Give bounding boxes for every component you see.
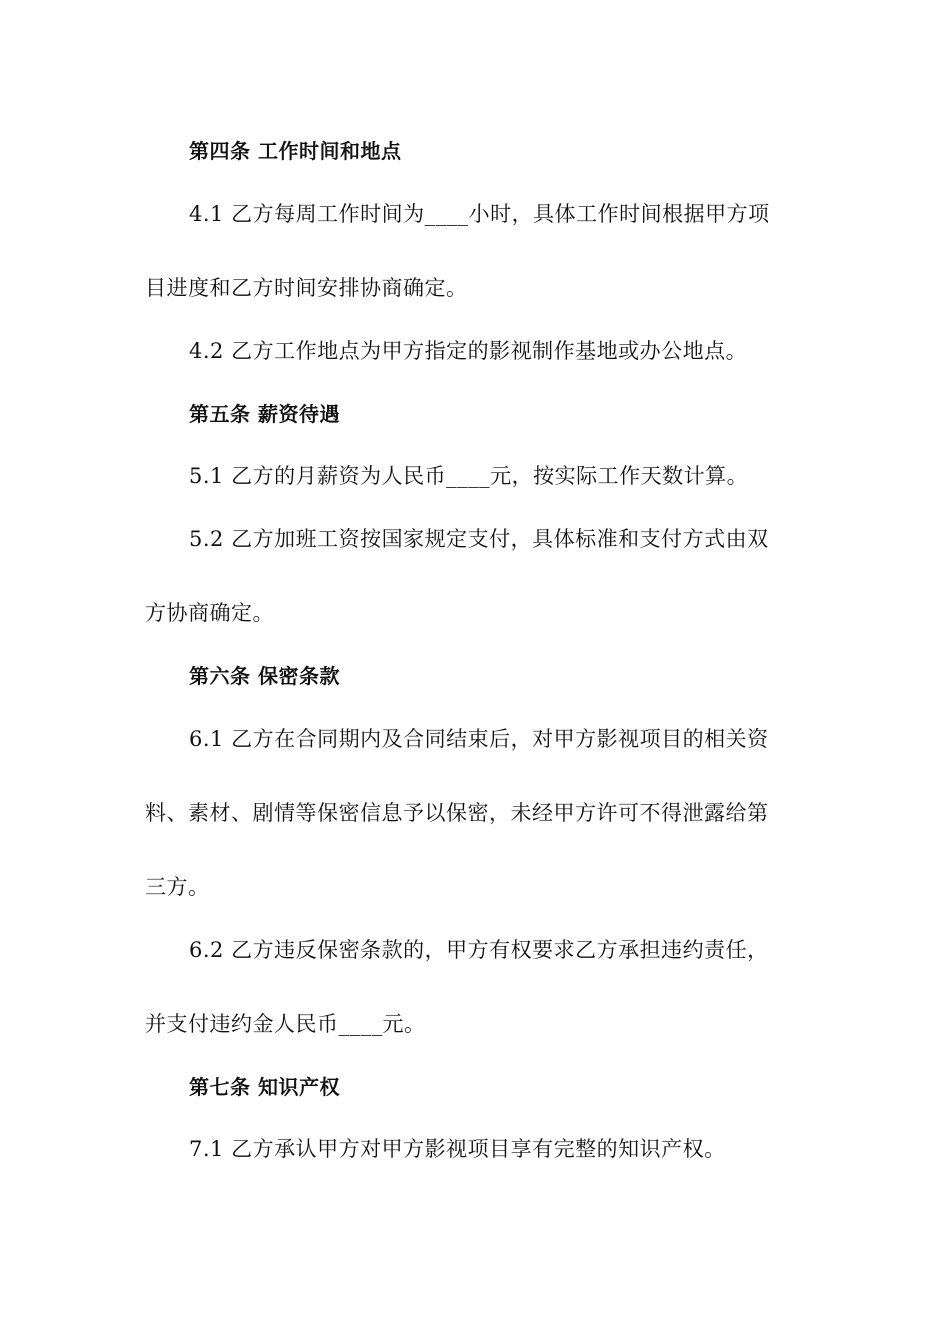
clause-6-1-continuation-1: 料、素材、剧情等保密信息予以保密，未经甲方许可不得泄露给第 xyxy=(145,801,769,825)
clause-4-1: 4.1 乙方每周工作时间为____小时，具体工作时间根据甲方项 xyxy=(189,202,770,226)
article-6-heading: 第六条 保密条款 xyxy=(189,664,340,688)
clause-6-2: 6.2 乙方违反保密条款的，甲方有权要求乙方承担违约责任， xyxy=(189,938,769,962)
clause-5-1: 5.1 乙方的月薪资为人民币____元，按实际工作天数计算。 xyxy=(189,464,749,488)
clause-6-1: 6.1 乙方在合同期内及合同结束后，对甲方影视项目的相关资 xyxy=(189,727,769,751)
clause-5-2: 5.2 乙方加班工资按国家规定支付，具体标准和支付方式由双 xyxy=(189,527,769,551)
clause-6-1-continuation-2: 三方。 xyxy=(145,875,210,899)
article-4-heading: 第四条 工作时间和地点 xyxy=(189,139,402,163)
clause-4-2: 4.2 乙方工作地点为甲方指定的影视制作基地或办公地点。 xyxy=(189,339,748,363)
clause-5-2-continuation: 方协商确定。 xyxy=(145,601,274,625)
clause-6-2-continuation: 并支付违约金人民币____元。 xyxy=(145,1012,426,1036)
article-7-heading: 第七条 知识产权 xyxy=(189,1075,340,1099)
clause-7-1: 7.1 乙方承认甲方对甲方影视项目享有完整的知识产权。 xyxy=(189,1137,726,1161)
article-5-heading: 第五条 薪资待遇 xyxy=(189,402,340,426)
clause-4-1-continuation: 目进度和乙方时间安排协商确定。 xyxy=(145,276,468,300)
